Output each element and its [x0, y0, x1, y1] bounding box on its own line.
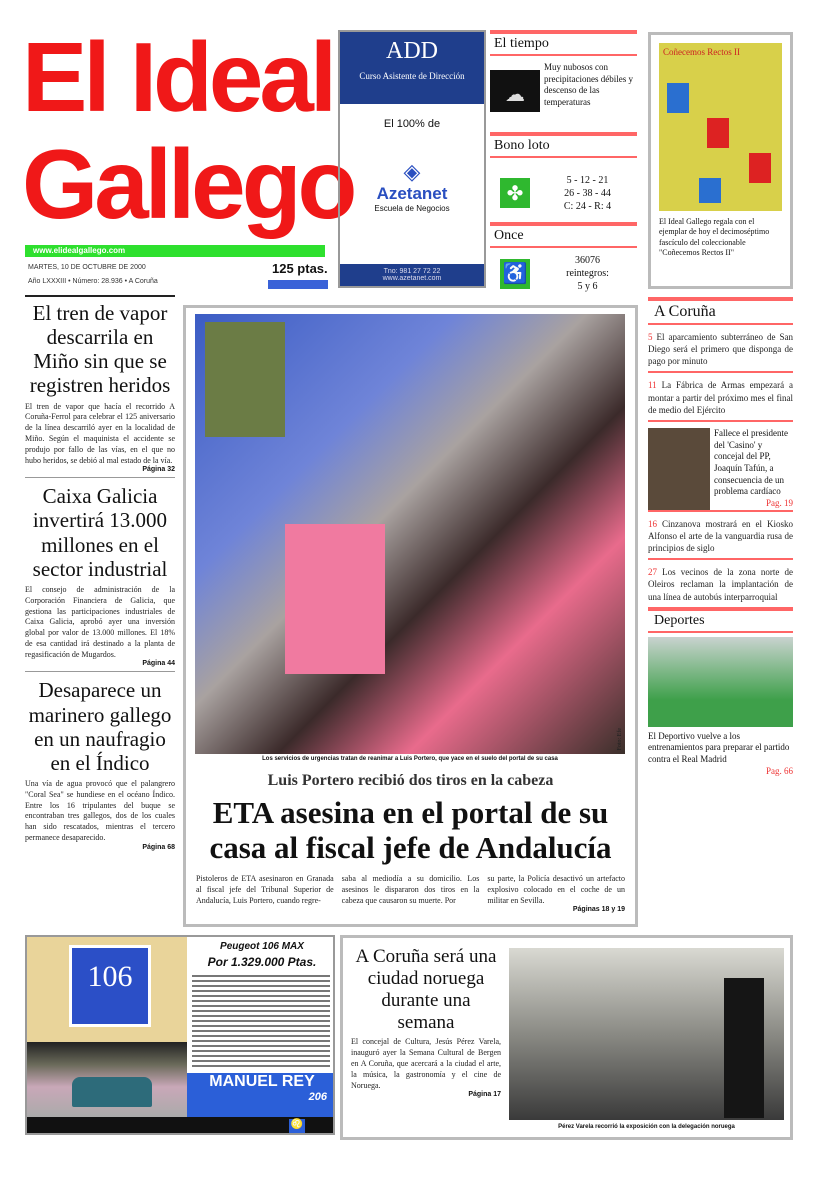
photo-caption: Los servicios de urgencias tratan de reanimar a Luis Portero, que yace en el suelo del portal de su casa — [262, 756, 558, 762]
peugeot-lion-icon: ♌ — [289, 1119, 305, 1135]
news-item: 11 La Fábrica de Armas empezará a montar a partir del próximo mes el final de medio del Ejército — [648, 380, 794, 415]
ad-azetanet[interactable] — [338, 30, 486, 288]
ad-subtitle: Curso Asistente de Dirección — [359, 71, 465, 81]
page-ref[interactable]: Pag. 66 — [766, 765, 793, 776]
azetanet-logo-icon: ◈ — [403, 159, 421, 184]
bottom-photo — [509, 948, 784, 1120]
cloud-icon: ☁ — [490, 70, 540, 112]
once-title: Once — [494, 228, 524, 243]
promo-box[interactable] — [648, 32, 793, 289]
ad-brand-sub: Escuela de Negocios — [374, 204, 450, 213]
ad-model: 106 — [69, 945, 151, 1027]
section-a-coruna: A Coruña — [654, 303, 716, 320]
section-deportes: Deportes — [654, 612, 705, 628]
website-url[interactable]: www.elidealgallego.com — [25, 245, 325, 257]
price-bar — [268, 280, 328, 289]
logo-line2: Gallego — [22, 129, 354, 239]
bonoloto-line: 5 - 12 - 21 — [566, 174, 609, 186]
headline-marinero[interactable]: Desaparece un marinero gallego en un naufragio en el Índico — [28, 678, 172, 775]
once-line: 36076 — [575, 255, 600, 266]
weather-title: El tiempo — [494, 36, 549, 51]
page-ref[interactable]: Página 68 — [142, 843, 175, 851]
bottom-headline[interactable]: A Coruña será una ciudad noruega durante una semana — [355, 946, 497, 1033]
page-ref[interactable]: Página 32 — [142, 466, 175, 474]
photo-credit: Foto: Efe — [617, 727, 623, 750]
defibrillator-case — [285, 524, 385, 674]
subhead: Luis Portero recibió dos tiros en la cabeza — [267, 772, 554, 789]
ad-fine-print — [192, 975, 330, 1067]
left-column — [25, 295, 175, 851]
date: MARTES, 10 DE OCTUBRE DE 2000 — [28, 264, 146, 271]
bottom-body: El concejal de Cultura, Jesús Pérez Varela, inauguró ayer la Semana Cultural de Bergen en A Coruña, que acercará a la ciudad el arte, la música, la gastronomía y el cine de Noruega. — [351, 1037, 501, 1090]
promo-text: El Ideal Gallego regala con el ejemplar de hoy el decimoséptimo fascículo del coleccionable "Coñecemos Rectos II" — [659, 217, 770, 258]
body-caixa: El consejo de administración de la Corporación Financiera de Galicia, que gestiona las participaciones industriales de Caixa Galicia, aprobó ayer una inversión global por valor de 13.000 millones. El 18% de esa cantidad irá destinado a la planta de regasificación de Mugardos. — [25, 584, 175, 659]
page-ref[interactable]: Páginas 18 y 19 — [572, 906, 626, 914]
ad-web: www.azetanet.com — [382, 275, 442, 282]
car-photo — [27, 1042, 187, 1117]
bonoloto-line: 26 - 38 - 44 — [564, 187, 611, 199]
page-ref[interactable]: Página 44 — [142, 660, 175, 668]
ad-dealer: MANUEL REY — [209, 1073, 315, 1090]
logo-line1: El Ideal — [22, 22, 334, 132]
info-column — [490, 30, 637, 293]
right-column — [648, 297, 793, 776]
headline-tren[interactable]: El tren de vapor descarrila en Miño sin que se registren heridos — [29, 301, 171, 398]
page-ref[interactable]: Página 17 — [468, 1091, 501, 1099]
issue-info: Año LXXXIII • Número: 28.936 • A Coruña — [28, 278, 158, 285]
promo-cover — [659, 43, 782, 211]
bottom-caption: Pérez Varela recorrió la exposición con la delegación noruega — [558, 1124, 735, 1130]
bottom-story — [340, 935, 793, 1140]
sports-text[interactable]: El Deportivo vuelve a los entrenamientos para preparar el partido contra el Real Madrid — [648, 730, 790, 765]
once-logo-icon: ♿ — [500, 259, 530, 289]
clover-icon: ✤ — [500, 178, 530, 208]
bonoloto-line: C: 24 - R: 4 — [563, 200, 612, 212]
sports-photo — [648, 637, 793, 727]
headline-caixa[interactable]: Caixa Galicia invertirá 13.000 millones en el sector industrial — [32, 484, 168, 581]
ad-brand: Azetanet — [376, 184, 448, 203]
main-headline[interactable]: ETA asesina en el portal de su casa al fiscal jefe de Andalucía — [209, 795, 612, 865]
news-item: Fallece el presidente del 'Casino' y concejal del PP, Joaquín Tafún, a consecuencia de un problema cardíaco Pag. 19 — [648, 428, 793, 510]
ad-peugeot[interactable] — [25, 935, 335, 1135]
news-item: 16 Cinzanova mostrará en el Kiosko Alfonso el arte de la vanguardia rusa de principios de siglo — [648, 518, 794, 554]
price: 125 ptas. — [272, 261, 328, 276]
body-marinero: Una vía de agua provocó que el palangrero "Coral Sea" se hundiese en el océano Índico. Entre los 16 tripulantes del buque se encontraban tres gallegos, dos de los cuales han sido rescatados, mientras el tercero permanece desaparecido. — [25, 779, 175, 843]
news-item: 5 El aparcamiento subterráneo de San Diego será el primero que disponga de pago por minuto — [648, 332, 793, 367]
ad-title: ADD — [386, 38, 438, 64]
ad-price: Por 1.329.000 Ptas. — [207, 955, 317, 969]
body-col: su parte, la Policía desactivó un artefacto explosivo colocado en el coche de un militar en Sevilla. — [487, 874, 626, 905]
ad-percent: El 100% de — [383, 118, 441, 130]
ad-slogan: Peugeot 106 MAX — [220, 941, 304, 952]
ad-phone: Tno: 981 27 72 22 — [383, 268, 441, 275]
bonoloto-title: Bono loto — [494, 138, 550, 153]
ad-dealer-sub: 206 — [308, 1091, 327, 1103]
main-photo — [195, 314, 625, 754]
once-line: 5 y 6 — [577, 281, 598, 292]
weather-text: Muy nubosos con precipitaciones débiles y descenso de las temperaturas — [544, 62, 633, 108]
body-col: saba al mediodía a su domicilio. Los asesinos le dispararon dos tiros en la cabeza que causaron su muerte. Por — [341, 874, 480, 905]
main-story — [183, 305, 638, 927]
ad-footer — [27, 1117, 335, 1135]
portrait-photo — [648, 428, 710, 510]
body-tren: El tren de vapor que hacía el recorrido A Coruña-Ferrol para celebrar el 125 aniversario de la línea descarriló ayer en la localidad de Miño. Según el maquinista el accidente se produjo por fallo de las vías, en el que no hubo heridos, se debió al mal estado de la vía. — [25, 401, 175, 465]
news-item: 27 Los vecinos de la zona norte de Oleiros reclaman la implantación de una línea de autobús interparroquial — [648, 567, 793, 602]
body-col: Pistoleros de ETA asesinaron en Granada al fiscal jefe del Tribunal Superior de Andalucía, Luis Portero, cuando regre- — [196, 874, 334, 905]
once-line: reintegros: — [566, 268, 609, 279]
portrait-inset — [205, 322, 285, 437]
promo-book-title: Coñecemos Rectos II — [663, 47, 740, 57]
